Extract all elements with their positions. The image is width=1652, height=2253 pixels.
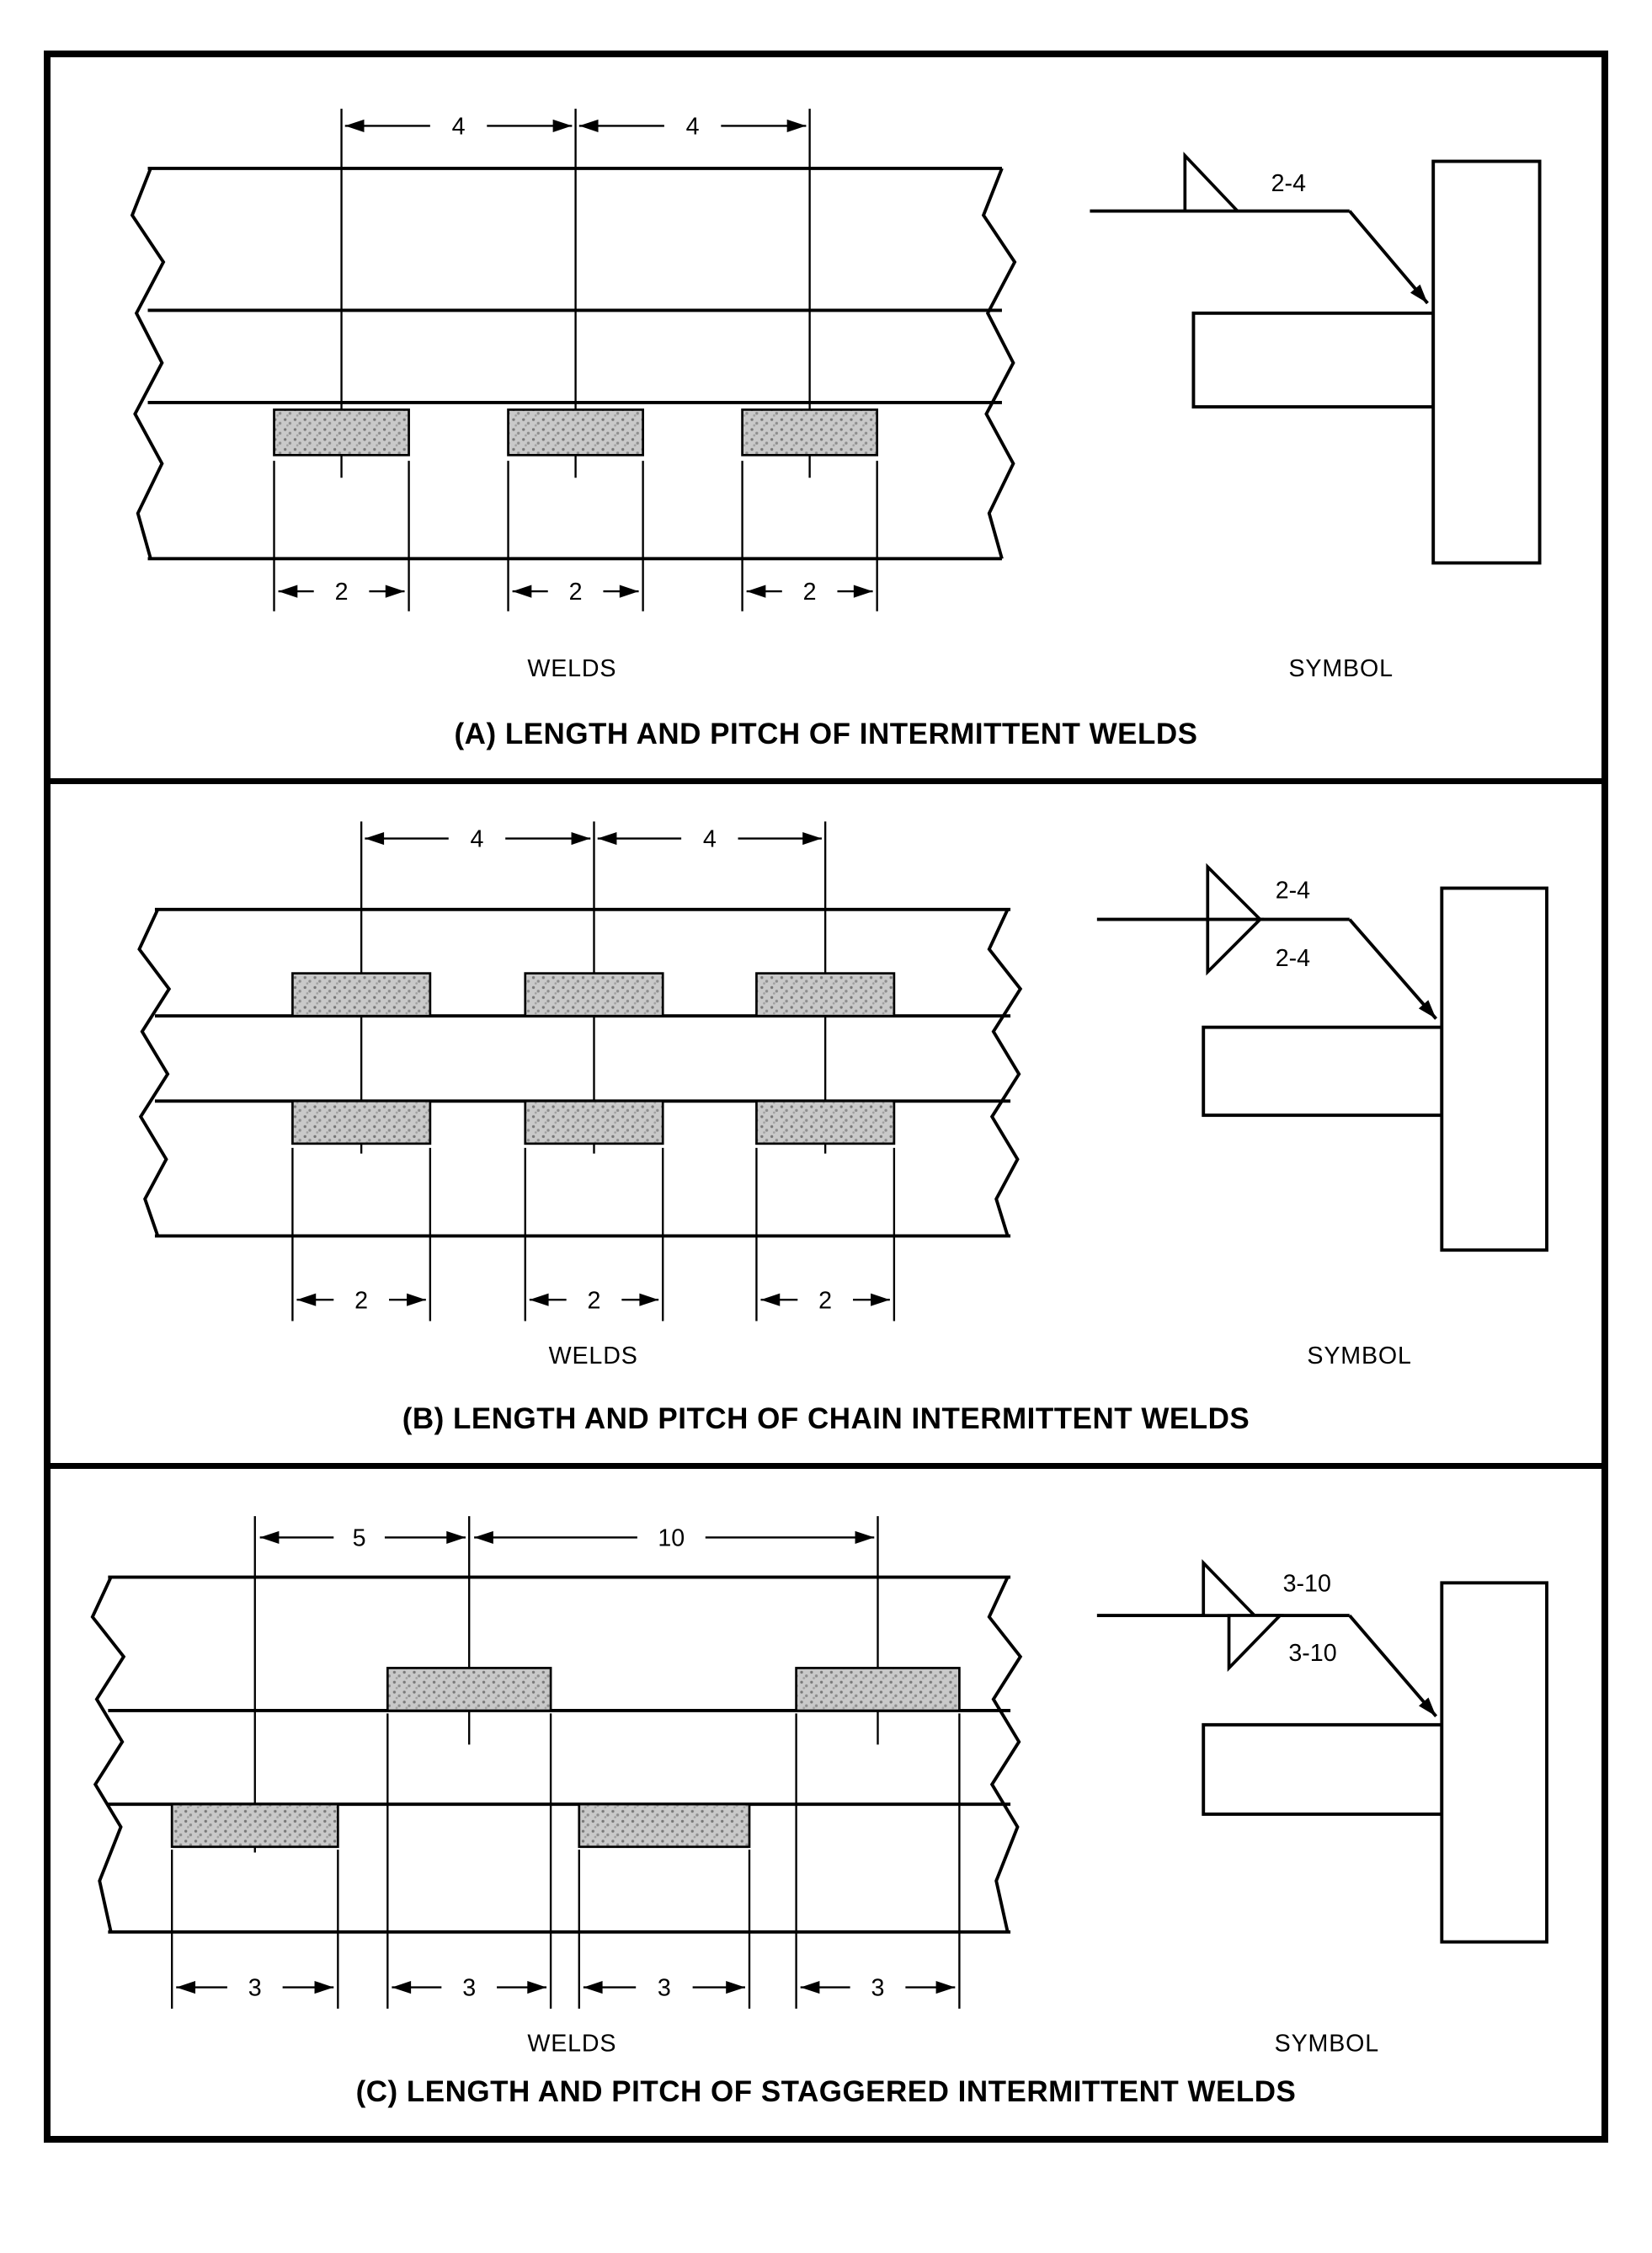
symbol-drawing [1090, 156, 1539, 682]
vertical-plate [1442, 1583, 1547, 1941]
symbol-drawing [1097, 868, 1547, 1370]
pitch-dim-label: 4 [685, 113, 700, 141]
length-dim-label: 3 [462, 1974, 477, 2002]
length-dim-label: 2 [587, 1287, 601, 1315]
welds-caption: WELDS [527, 655, 617, 683]
welds-drawing [139, 822, 1020, 1370]
fillet-weld-symbol-below-icon [1229, 1615, 1281, 1668]
weld-segment [172, 1804, 338, 1847]
panel-c-title: (C) LENGTH AND PITCH OF STAGGERED INTERMITTENT WELDS [355, 2075, 1297, 2109]
fillet-weld-symbol-icon [1185, 156, 1237, 211]
fillet-weld-symbol-above-icon [1203, 1563, 1255, 1615]
weld-segment [756, 1102, 893, 1145]
symbol-drawing [1097, 1563, 1547, 2058]
symbol-size-label-above: 2-4 [1275, 877, 1311, 905]
weld-segment [292, 1102, 429, 1145]
pitch-dim-label: 4 [451, 113, 466, 141]
break-line-right [989, 910, 1021, 1236]
arrow-leader [1350, 920, 1436, 1019]
weld-segment [274, 409, 409, 455]
vertical-plate [1442, 889, 1547, 1251]
length-dim-label: 2 [354, 1287, 369, 1315]
vertical-plate [1433, 162, 1539, 563]
break-line-left [93, 1578, 124, 1932]
break-line-right [989, 1578, 1021, 1932]
length-dim-label: 3 [248, 1974, 262, 2002]
figure-frame [44, 51, 1608, 2143]
extension-lines [292, 822, 893, 1321]
horizontal-plate [1203, 1028, 1442, 1115]
weld-segment [797, 1668, 960, 1711]
length-dim-label: 3 [871, 1974, 885, 2002]
panel-b-diagram [56, 796, 1596, 1392]
length-dim-label: 2 [802, 579, 817, 606]
pitch-dim-label: 4 [702, 825, 717, 853]
symbol-size-label-below: 2-4 [1275, 945, 1311, 973]
horizontal-plate [1203, 1725, 1442, 1814]
weld-segment [579, 1804, 749, 1847]
plate-outline [93, 1578, 1021, 1932]
symbol-size-label: 2-4 [1271, 169, 1307, 197]
plate-outline [132, 168, 1015, 558]
weld-segment [509, 409, 643, 455]
panel-a [51, 57, 1601, 784]
break-line-left [139, 910, 168, 1236]
break-line-left [132, 168, 163, 558]
extension-lines [274, 109, 877, 611]
extension-lines [172, 1516, 959, 2009]
welds-caption: WELDS [527, 2030, 617, 2058]
length-dim-label: 2 [568, 579, 583, 606]
pitch-dim-label: 10 [658, 1524, 685, 1552]
panel-c [51, 1469, 1601, 2136]
panel-b-title: (B) LENGTH AND PITCH OF CHAIN INTERMITTENT WELDS [402, 1402, 1250, 1436]
length-dim-label: 2 [818, 1287, 833, 1315]
arrow-leader [1350, 1615, 1436, 1716]
symbol-caption: SYMBOL [1274, 2030, 1380, 2058]
panel-c-diagram [56, 1481, 1596, 2065]
weld-segment [743, 409, 877, 455]
fillet-weld-symbol-above-icon [1207, 868, 1260, 920]
symbol-size-label-below: 3-10 [1288, 1640, 1337, 1668]
pitch-dim-label: 4 [470, 825, 484, 853]
welds-caption: WELDS [548, 1343, 638, 1370]
plate-outline [139, 910, 1020, 1236]
weld-segment [292, 974, 429, 1017]
panel-a-diagram [56, 69, 1596, 707]
weld-segment [756, 974, 893, 1017]
pitch-dim-label: 5 [352, 1524, 366, 1552]
break-line-right [983, 168, 1015, 558]
welds-drawing [93, 1516, 1021, 2057]
welds-drawing [132, 109, 1015, 682]
horizontal-plate [1193, 313, 1433, 407]
panel-a-title: (A) LENGTH AND PITCH OF INTERMITTENT WELDS [454, 718, 1198, 751]
weld-segment [525, 1102, 663, 1145]
panel-b [51, 784, 1601, 1469]
symbol-caption: SYMBOL [1288, 655, 1394, 683]
symbol-size-label-above: 3-10 [1282, 1570, 1331, 1598]
weld-segment [387, 1668, 551, 1711]
weld-segment [525, 974, 663, 1017]
fillet-weld-symbol-below-icon [1207, 920, 1260, 972]
arrow-leader [1350, 211, 1428, 304]
length-dim-label: 3 [657, 1974, 671, 2002]
length-dim-label: 2 [334, 579, 349, 606]
symbol-caption: SYMBOL [1307, 1343, 1412, 1370]
